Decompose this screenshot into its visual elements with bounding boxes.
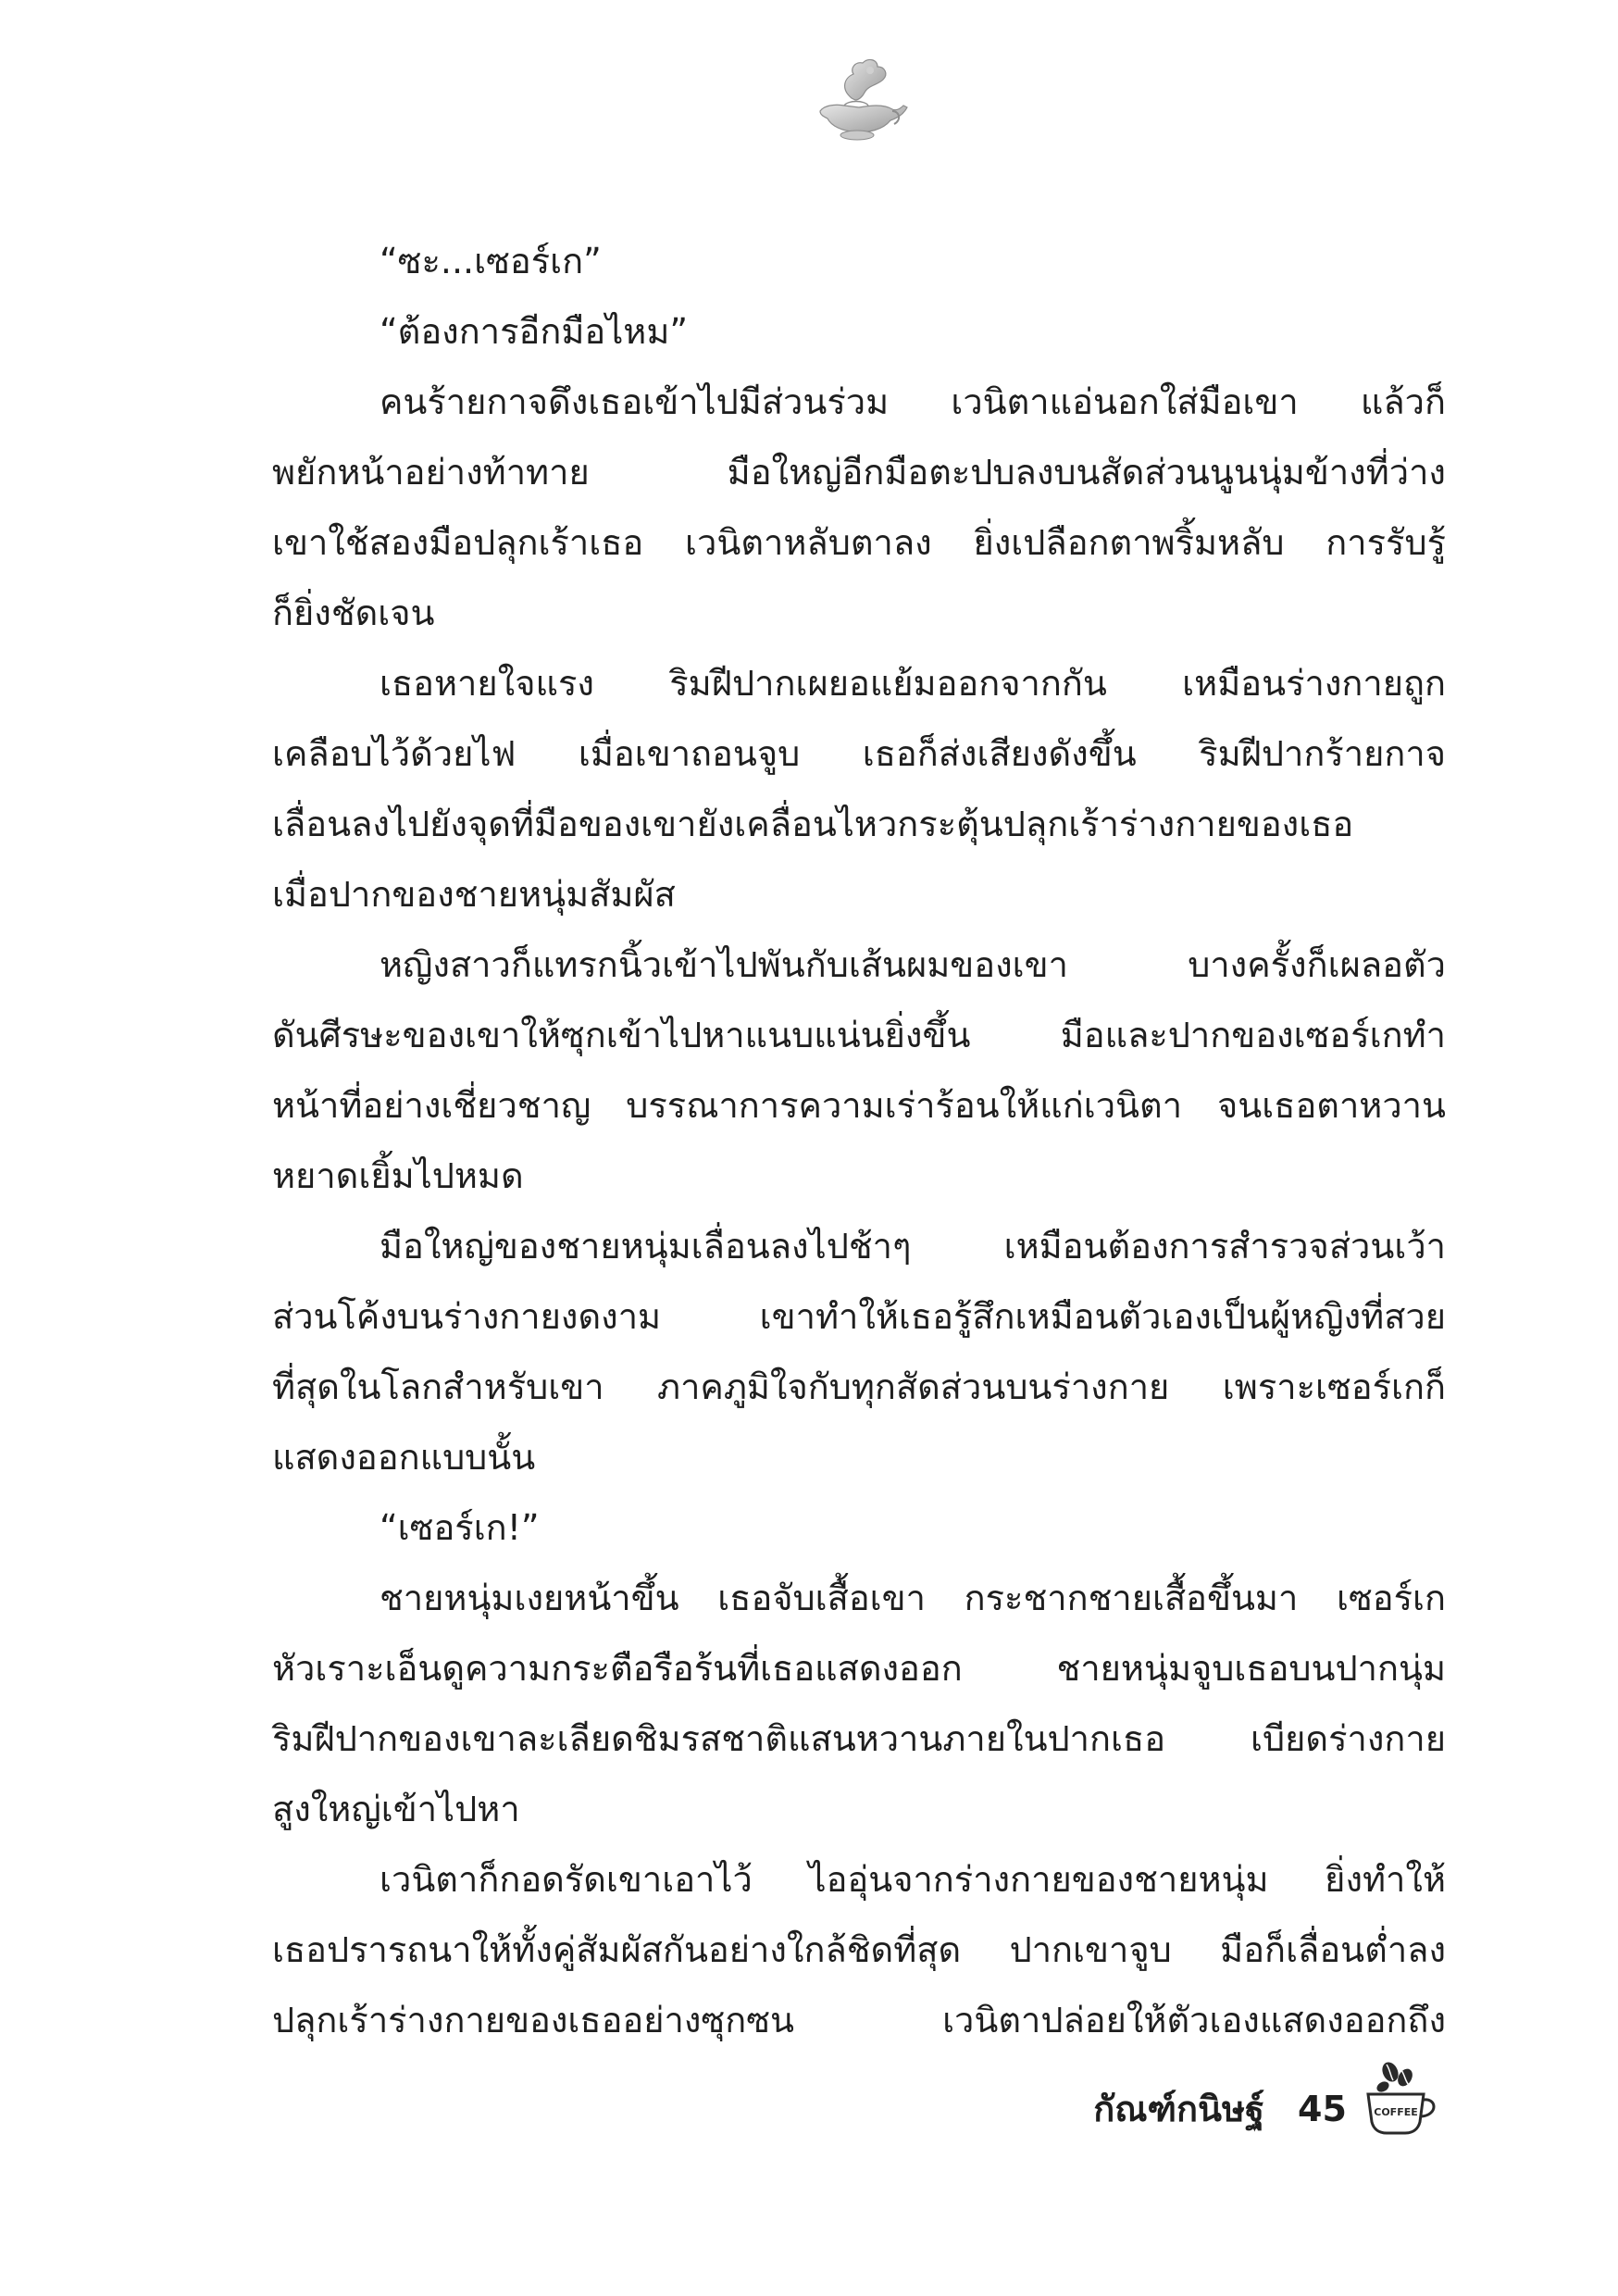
text-line: ริมฝีปากของเขาละเลียดชิมรสชาติแสนหวานภายในปากเธอ เบียดร่างกาย [272,1718,1446,1759]
text-line: เคลือบไว้ด้วยไฟ เมื่อเขาถอนจูบ เธอก็ส่งเสียงดังขึ้น ริมฝีปากร้ายกาจ [272,733,1446,774]
text-line: หน้าที่อย่างเชี่ยวชาญ บรรณาการความเร่าร้อนให้แก่เวนิตา จนเธอตาหวาน [272,1085,1446,1126]
text-line: ก็ยิ่งชัดเจน [272,593,435,633]
text-line: ปลุกเร้าร่างกายของเธออย่างซุกซน เวนิตาปล่อยให้ตัวเองแสดงออกถึง [272,2000,1446,2040]
text-line: เวนิตาก็กอดรัดเขาเอาไว้ ไออุ่นจากร่างกายของชายหนุ่ม ยิ่งทำให้ [380,1859,1446,1900]
text-line: ที่สุดในโลกสำหรับเขา ภาคภูมิใจกับทุกสัดส่วนบนร่างกาย เพราะเซอร์เกก็ [272,1366,1446,1407]
text-line: หัวเราะเอ็นดูความกระตือรือร้นที่เธอแสดงออก ชายหนุ่มจูบเธอบนปากนุ่ม [272,1648,1446,1689]
text-line: เลื่อนลงไปยังจุดที่มือของเขายังเคลื่อนไหวกระตุ้นปลุกเร้าร่างกายของเธอ [272,804,1354,844]
text-line: ส่วนโค้งบนร่างกายงดงาม เขาทำให้เธอรู้สึกเหมือนตัวเองเป็นผู้หญิงที่สวย [272,1296,1446,1337]
text-line: พยักหน้าอย่างท้าทาย มือใหญ่อีกมือตะปบลงบนสัดส่วนนูนนุ่มข้างที่ว่าง [272,452,1446,493]
text-line: เมื่อปากของชายหนุ่มสัมผัส [272,874,676,915]
text-line: ดันศีรษะของเขาให้ซุกเข้าไปหาแนบแน่นยิ่งขึ้น มือและปากของเซอร์เกทำ [272,1015,1446,1055]
text-line: เธอหายใจแรง ริมฝีปากเผยอแย้มออกจากกัน เหมือนร่างกายถูก [380,663,1446,704]
coffee-cup-icon [1359,2057,1444,2137]
author-name: กัณฑ์กนิษฐ์ [1093,2089,1264,2129]
text-line: “เซอร์เก!” [380,1507,540,1548]
text-line: แสดงออกแบบนั้น [272,1437,536,1478]
page-number: 45 [1298,2089,1347,2129]
text-line: หญิงสาวก็แทรกนิ้วเข้าไปพันกับเส้นผมของเขา บางครั้งก็เผลอตัว [380,944,1446,985]
text-line: หยาดเยิ้มไปหมด [272,1155,524,1196]
text-line: “ต้องการอีกมือไหม” [380,311,689,352]
text-line: เธอปรารถนาให้ทั้งคู่สัมผัสกันอย่างใกล้ชิดที่สุด ปากเขาจูบ มือก็เลื่อนต่ำลง [272,1929,1446,1970]
text-line: สูงใหญ่เข้าไปหา [272,1789,520,1829]
text-line: ชายหนุ่มเงยหน้าขึ้น เธอจับเสื้อเขา กระชากชายเสื้อขึ้นมา เซอร์เก [380,1578,1446,1618]
text-line: เขาใช้สองมือปลุกเร้าเธอ เวนิตาหลับตาลง ยิ่งเปลือกตาพริ้มหลับ การรับรู้ [272,522,1446,563]
text-line: มือใหญ่ของชายหนุ่มเลื่อนลงไปช้าๆ เหมือนต้องการสำรวจส่วนเว้า [380,1226,1446,1267]
text-line: “ซะ...เซอร์เก” [380,241,602,281]
text-line: คนร้ายกาจดึงเธอเข้าไปมีส่วนร่วม เวนิตาแอ่นอกใส่มือเขา แล้วก็ [380,381,1446,422]
logo-text: COFFEE [1374,2106,1418,2118]
